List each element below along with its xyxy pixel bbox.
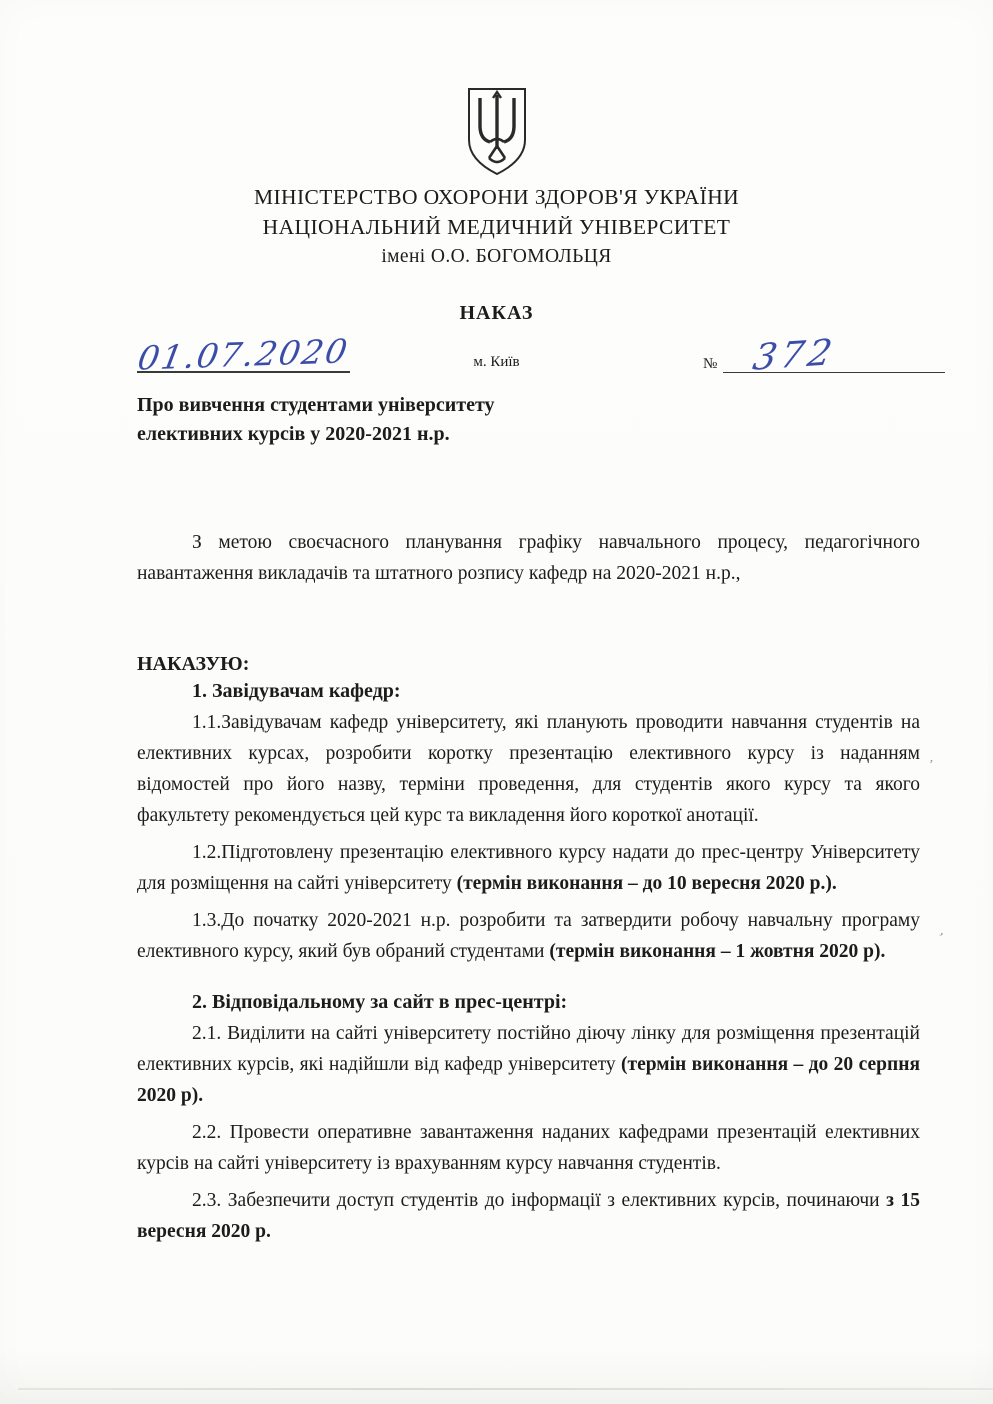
handwritten-number: 372 bbox=[749, 332, 839, 379]
preamble-paragraph: З метою своєчасного планування графіку навчального процесу, педагогічного навантаження викладачів та штатного розпису кафедр на 2020-2021 н.р., bbox=[137, 532, 920, 584]
order-item-2-1 bbox=[137, 1018, 920, 1111]
ministry-name: МІНІСТЕРСТВО ОХОРОНИ ЗДОРОВ'Я УКРАЇНИ bbox=[253, 185, 740, 209]
paper-edge-shadow bbox=[18, 1388, 993, 1390]
item-bold-text: з 15 вересня 2020 р. bbox=[137, 1190, 920, 1242]
item-text: 1.3.До початку 2020-2021 н.р. розробити та затвердити робочу навчальну програму елективного курсу, який був обраний студентами bbox=[137, 910, 920, 962]
city-label: м. Київ bbox=[473, 354, 520, 370]
university-name: НАЦІОНАЛЬНИЙ МЕДИЧНИЙ УНІВЕРСИТЕТ bbox=[262, 215, 731, 239]
organization-header bbox=[0, 182, 993, 272]
subject-line-1: Про вивчення студентами університету bbox=[137, 394, 495, 416]
order-item-2-2 bbox=[137, 1117, 920, 1179]
order-item-2-3 bbox=[137, 1185, 920, 1247]
item-bold-text: (термін виконання – до 10 вересня 2020 р.). bbox=[456, 873, 837, 894]
handwritten-date: 01.07.2020 bbox=[134, 331, 353, 378]
named-after: імені О.О. БОГОМОЛЬЦЯ bbox=[381, 246, 612, 267]
section-1-heading: 1. Завідувачам кафедр: bbox=[192, 680, 401, 702]
order-item-1-1 bbox=[137, 707, 920, 831]
item-text: 1.2.Підготовлену презентацію елективного курсу надати до прес-центру Університету для розміщення на сайті університету bbox=[137, 842, 920, 894]
item-bold-text: (термін виконання – до 20 серпня 2020 р). bbox=[137, 1054, 920, 1106]
item-bold-text: (термін виконання – 1 жовтня 2020 р). bbox=[549, 941, 886, 962]
number-field bbox=[703, 332, 945, 379]
scan-artifact: ’ bbox=[932, 930, 946, 945]
order-meta-row bbox=[0, 327, 993, 385]
item-text: 2.2. Провести оперативне завантаження наданих кафедрами презентацій елективних курсів на сайті університету із врахуванням курсу навчання студентів. bbox=[137, 1122, 920, 1174]
section-2-heading: 2. Відповідальному за сайт в прес-центрі: bbox=[192, 991, 568, 1013]
number-sign: № bbox=[703, 356, 718, 372]
ukraine-trident-emblem bbox=[462, 86, 532, 178]
item-text: 2.1. Виділити на сайті університету постійно діючу лінку для розміщення презентацій елективних курсів, які надійшли від кафедр університету bbox=[137, 1023, 920, 1075]
scan-artifact: ’ bbox=[926, 757, 935, 774]
subject-line-2: елективних курсів у 2020-2021 н.р. bbox=[137, 423, 450, 445]
order-subject bbox=[137, 391, 993, 449]
order-title: НАКАЗ bbox=[459, 302, 534, 324]
number-line bbox=[723, 332, 945, 379]
item-text: 1.1.Завідувачам кафедр університету, які планують проводити навчання студентів на елективних курсах, розробити коротку презентацію елективного курсу із наданням відомостей про його назву, терміни проведення, для студентів якого курсу та якого факультету рекомендується цей курс та викладення його короткої анотації. bbox=[137, 712, 920, 826]
order-item-1-2 bbox=[137, 837, 920, 899]
order-word: НАКАЗУЮ: bbox=[137, 653, 250, 675]
order-item-1-3 bbox=[137, 905, 920, 967]
order-body bbox=[137, 527, 920, 1247]
item-text: 2.3. Забезпечити доступ студентів до інформації з елективних курсів, починаючи bbox=[192, 1190, 887, 1211]
